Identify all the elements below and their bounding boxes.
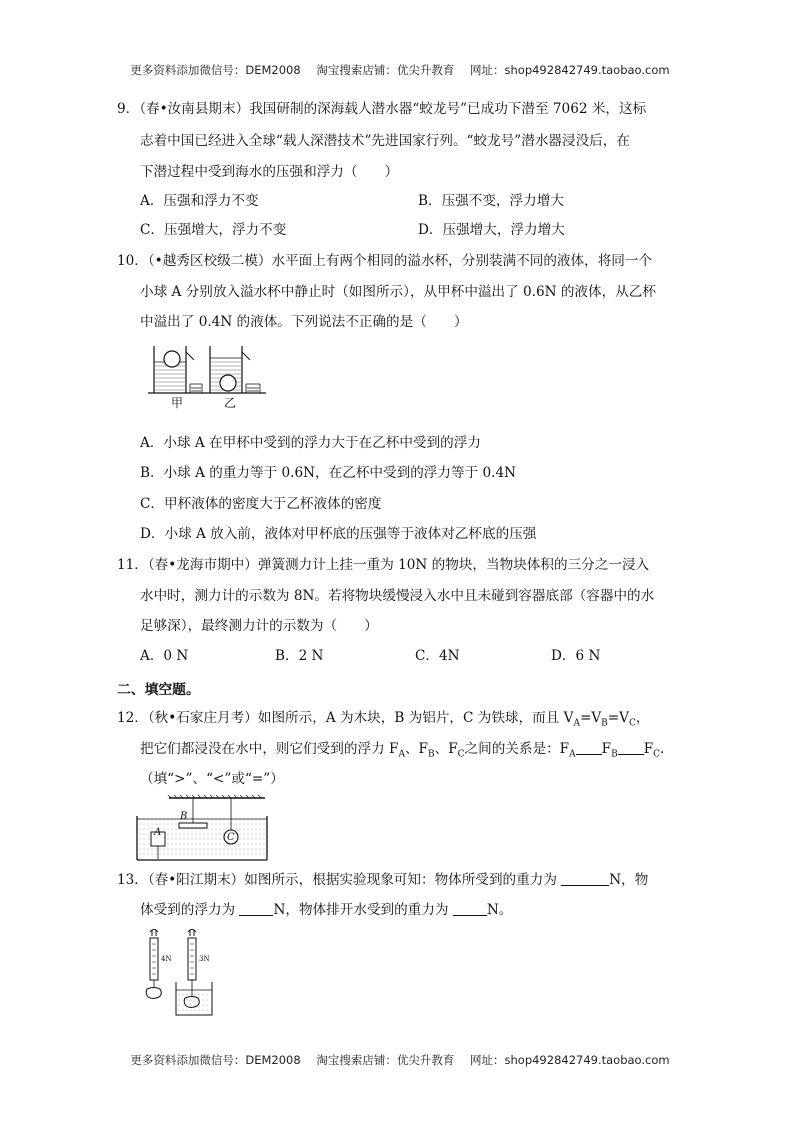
q9-line-1: 9．（春•汝南县期末）我国研制的深海载人潜水器“蛟龙号”已成功下潜至 7062 米，这标 xyxy=(117,101,647,117)
q11-line-2: 水中时，测力计的示数为 8N。若将物块缓慢浸入水中且未碰到容器底部（容器中的水 xyxy=(140,588,655,604)
q9-option-d: D．压强增大，浮力增大 xyxy=(418,222,565,238)
q12-line-2: 把它们都浸没在水中，则它们受到的浮力 $F_A$、$F_B$、$F_C$之间的关系是：$F_A$ $F_B$ $F_C$. xyxy=(140,741,665,760)
q13-blank-buoyancy[interactable] xyxy=(239,901,273,916)
q11-line-1: 11．（春•龙海市期中）弹簧测力计上挂一重为 10N 的物块，当物块体积的三分之一浸入 xyxy=(117,557,650,573)
q12-sub-vc: C xyxy=(629,718,636,729)
q13-blank-weight[interactable] xyxy=(561,871,609,886)
q9-option-c: C．压强增大，浮力不变 xyxy=(140,222,287,238)
q9-line-3: 下潜过程中受到海水的压强和浮力（ ） xyxy=(140,164,399,180)
q9-option-a: A．压强和浮力不变 xyxy=(140,193,259,209)
q10-line-2: 小球 A 分别放入溢水杯中静止时（如图所示），从甲杯中溢出了 0.6N 的液体，从乙杯 xyxy=(140,284,656,300)
q10-option-b: B．小球 A 的重力等于 0.6N，在乙杯中受到的浮力等于 0.4N xyxy=(140,465,516,481)
q11-option-c: C．4N xyxy=(415,648,460,664)
q11-option-d: D．6 N xyxy=(551,648,601,664)
section-fill-in-title: 二、填空题。 xyxy=(117,682,200,698)
page-header xyxy=(0,62,800,78)
q12-blank-1[interactable] xyxy=(576,740,602,755)
q10-option-d: D．小球 A 放入前，液体对甲杯底的压强等于液体对乙杯底的压强 xyxy=(140,526,537,542)
q13-blank-displaced[interactable] xyxy=(453,901,487,916)
q12-line-2-text: 把它们都浸没在水中，则它们受到的浮力 F xyxy=(140,741,399,757)
footer-shop: 淘宝搜索店铺：优尖升教育 xyxy=(316,1053,455,1067)
q12-sub-va: A xyxy=(573,718,580,729)
q12-fig-label-a: A xyxy=(154,827,162,838)
q13-left-reading: 4N xyxy=(161,955,172,963)
q13-line-1: 13．（春•阳江期末）如图所示，根据实验现象可知：物体所受到的重力为 N，物 xyxy=(117,872,649,888)
header-wechat: 更多资料添加微信号：DEM2008 xyxy=(130,63,301,77)
q13-spring-scale-figure xyxy=(140,926,230,1018)
q13-line-2: 体受到的浮力为 N，物体排开水受到的重力为 N。 xyxy=(140,902,513,918)
q10-fig-label-right: 乙 xyxy=(224,396,237,410)
q12-sub-vb: B xyxy=(601,718,608,729)
header-shop: 淘宝搜索店铺：优尖升教育 xyxy=(316,63,455,77)
q11-line-3: 足够深），最终测力计的示数为（ ） xyxy=(140,618,378,634)
q12-line-1: 12．（秋•石家庄月考）如图所示，A 为木块，B 为铝片，C 为铁球，而且 $V_A=V_B=V_C$， xyxy=(117,710,650,729)
q10-fig-label-left: 甲 xyxy=(171,396,184,410)
q12-line-1-text: 12．（秋•石家庄月考）如图所示，A 为木块，B 为铝片，C 为铁球，而且 V xyxy=(117,710,574,726)
q11-option-b: B．2 N xyxy=(275,648,324,664)
page-footer xyxy=(0,1052,800,1068)
footer-wechat: 更多资料添加微信号：DEM2008 xyxy=(130,1053,301,1067)
footer-url: 网址：shop492842749.taobao.com xyxy=(470,1053,670,1067)
q10-line-1: 10．（•越秀区校级二模）水平面上有两个相同的溢水杯，分别装满不同的液体，将同一个 xyxy=(117,253,653,269)
q10-overflow-cups-figure xyxy=(148,340,268,410)
q11-option-a: A．0 N xyxy=(140,648,189,664)
q12-line-3: （填“>”、“<”或“=”） xyxy=(140,771,284,787)
q12-blank-2[interactable] xyxy=(618,740,644,755)
q9-line-2: 志着中国已经进入全球“载人深潜技术”先进国家行列。“蛟龙号”潜水器浸没后，在 xyxy=(140,133,630,149)
header-url: 网址：shop492842749.taobao.com xyxy=(470,63,670,77)
q9-option-b: B．压强不变，浮力增大 xyxy=(418,193,564,209)
q10-option-a: A．小球 A 在甲杯中受到的浮力大于在乙杯中受到的浮力 xyxy=(140,435,481,451)
q10-option-c: C．甲杯液体的密度大于乙杯液体的密度 xyxy=(140,496,382,512)
q12-fig-label-b: B xyxy=(180,811,188,822)
q12-fig-label-c: C xyxy=(227,832,235,843)
q10-line-3: 中溢出了 0.4N 的液体。下列说法不正确的是（ ） xyxy=(140,314,468,330)
q13-right-reading: 3N xyxy=(199,955,210,963)
